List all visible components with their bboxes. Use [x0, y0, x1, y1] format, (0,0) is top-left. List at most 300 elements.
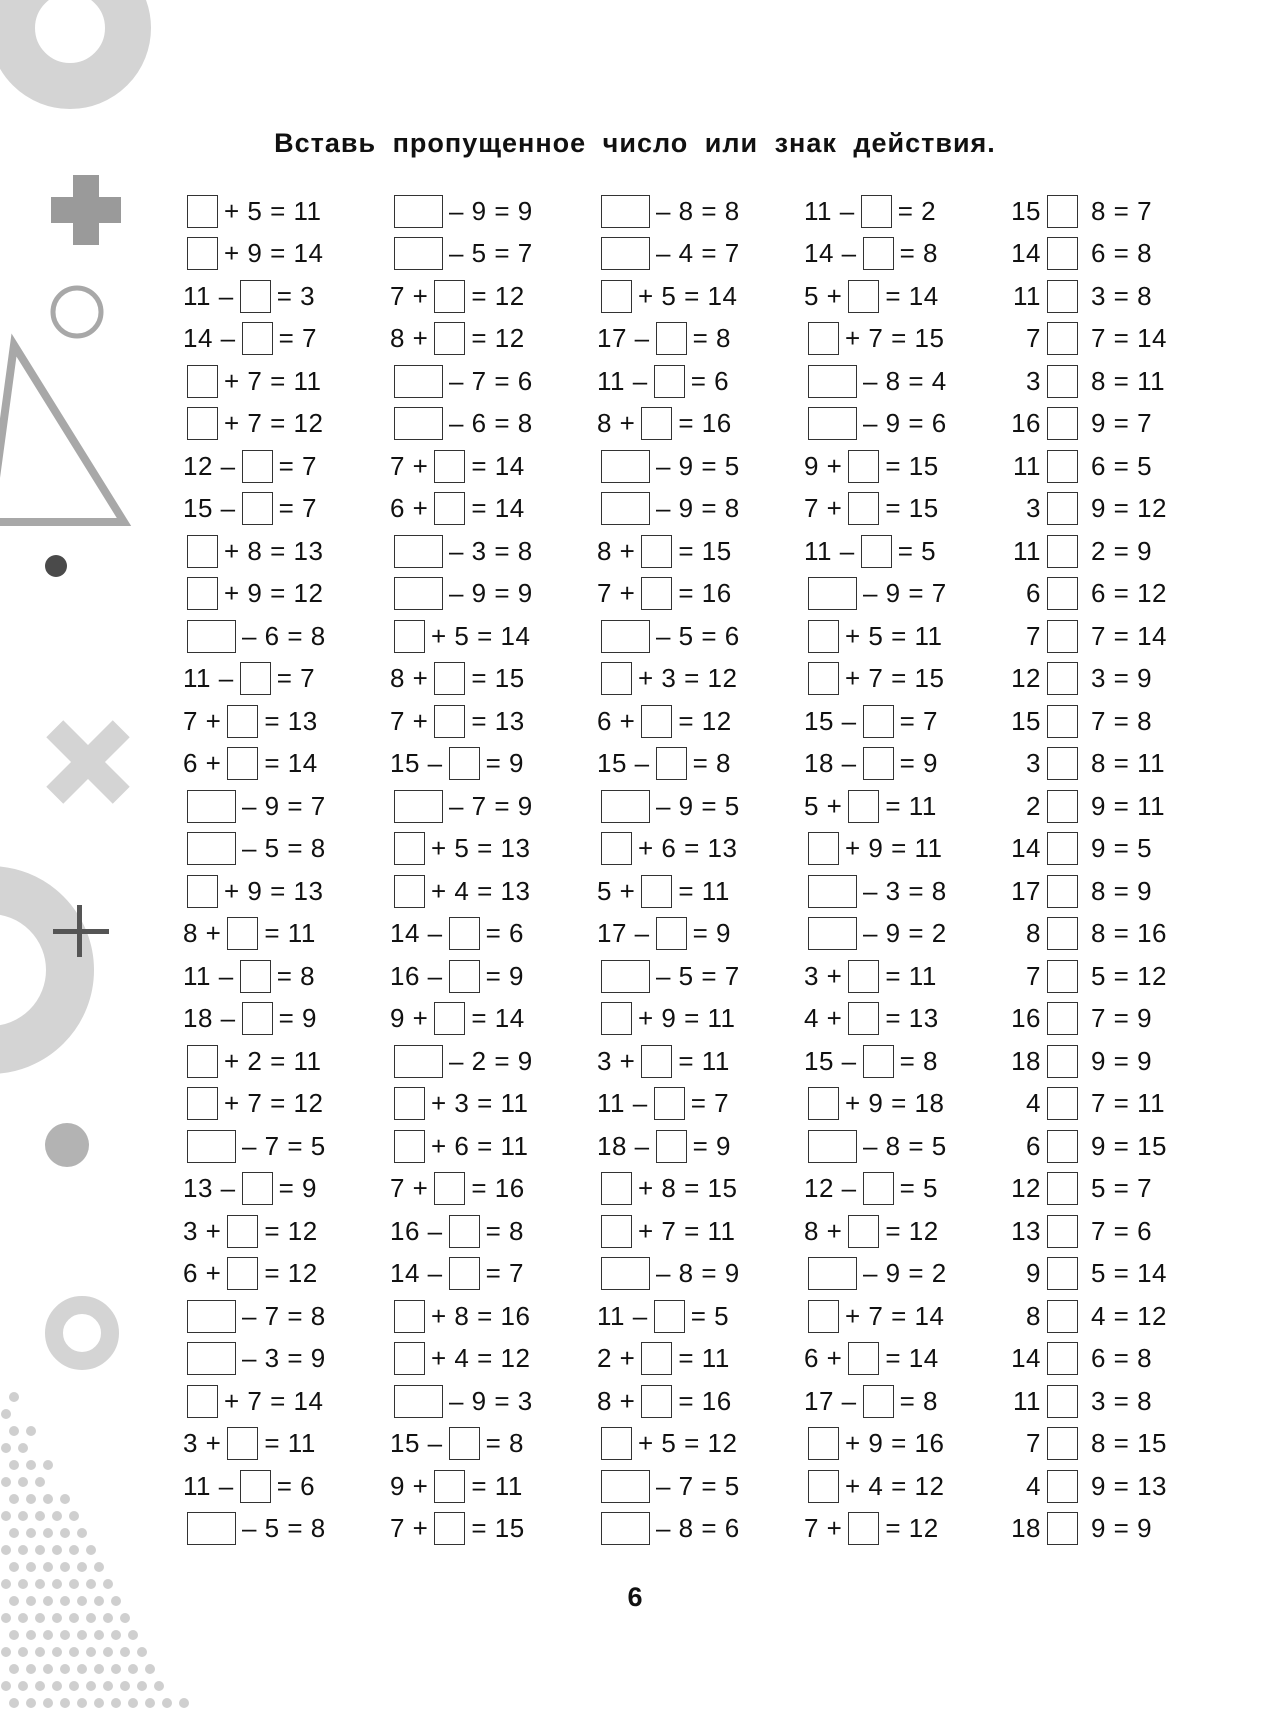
answer-box[interactable]: [601, 280, 632, 313]
answer-box[interactable]: [808, 620, 839, 653]
answer-box[interactable]: [808, 1427, 839, 1460]
answer-box[interactable]: [394, 1130, 425, 1163]
exercise-right-part: + 2 = 11: [224, 1045, 322, 1076]
answer-box[interactable]: [808, 322, 839, 355]
answer-box[interactable]: [1047, 535, 1078, 568]
answer-box[interactable]: [240, 280, 271, 313]
answer-box[interactable]: [1047, 1257, 1078, 1290]
answer-box[interactable]: [641, 705, 672, 738]
answer-box[interactable]: [601, 492, 650, 525]
exercise-left-number: 3: [1026, 748, 1041, 779]
answer-box[interactable]: [808, 1470, 839, 1503]
answer-box[interactable]: [1047, 365, 1078, 398]
answer-box[interactable]: [863, 1385, 894, 1418]
answer-box[interactable]: [848, 960, 879, 993]
answer-box[interactable]: [1047, 790, 1078, 823]
answer-box[interactable]: [848, 1342, 879, 1375]
exercise-item: [597, 1083, 804, 1126]
exercise-item: [183, 615, 390, 658]
answer-box[interactable]: [641, 535, 672, 568]
answer-box[interactable]: [449, 1257, 480, 1290]
exercise-item: [1011, 658, 1218, 701]
exercise-item: [1011, 1168, 1218, 1211]
exercise-right-part: + 7 = 12: [224, 1088, 324, 1119]
exercise-item: [1011, 445, 1218, 488]
pattern-dot: [120, 1681, 130, 1691]
pattern-dot: [69, 1511, 79, 1521]
answer-box[interactable]: [1047, 832, 1078, 865]
answer-box[interactable]: [242, 1172, 273, 1205]
exercise-item: [597, 998, 804, 1041]
exercise-left-number: 18: [1011, 1513, 1041, 1544]
x-shape: [46, 720, 129, 803]
answer-box[interactable]: [641, 577, 672, 610]
pattern-dot: [18, 1545, 28, 1555]
exercise-item: [804, 743, 1011, 786]
answer-box[interactable]: [601, 1257, 650, 1290]
exercise-right-part: = 7: [690, 1088, 730, 1119]
exercise-right-part: + 8 = 13: [224, 535, 324, 566]
exercise-right-part: = 12: [885, 1513, 939, 1544]
answer-box[interactable]: [227, 917, 258, 950]
pattern-dot: [86, 1681, 96, 1691]
pattern-dot: [43, 1698, 53, 1708]
answer-box[interactable]: [1047, 450, 1078, 483]
answer-box[interactable]: [1047, 1385, 1078, 1418]
answer-box[interactable]: [1047, 1215, 1078, 1248]
answer-box[interactable]: [1047, 322, 1078, 355]
exercise-right-part: + 7 = 15: [845, 663, 945, 694]
answer-box[interactable]: [227, 705, 258, 738]
answer-box[interactable]: [449, 747, 480, 780]
exercise-right-part: = 11: [678, 1045, 730, 1076]
answer-box[interactable]: [808, 1300, 839, 1333]
answer-box[interactable]: [434, 662, 465, 695]
answer-box[interactable]: [848, 790, 879, 823]
answer-box[interactable]: [240, 960, 271, 993]
pattern-dot: [35, 1477, 45, 1487]
answer-box[interactable]: [1047, 1045, 1078, 1078]
exercise-item: [390, 1380, 597, 1423]
exercise-left-part: 7 +: [390, 1513, 429, 1544]
exercise-right-part: = 9: [899, 748, 938, 779]
answer-box[interactable]: [394, 790, 443, 823]
answer-box[interactable]: [1047, 960, 1078, 993]
pattern-dot: [9, 1494, 19, 1504]
exercise-left-part: 5 +: [804, 790, 843, 821]
answer-box[interactable]: [449, 917, 480, 950]
exercise-item: [1011, 955, 1218, 998]
pattern-dot: [137, 1681, 147, 1691]
answer-box[interactable]: [394, 407, 443, 440]
exercise-item: [183, 318, 390, 361]
answer-box[interactable]: [227, 747, 258, 780]
exercise-right-part: = 14: [264, 748, 318, 779]
answer-box[interactable]: [187, 237, 218, 270]
answer-box[interactable]: [601, 662, 632, 695]
answer-box[interactable]: [394, 1342, 425, 1375]
answer-box[interactable]: [227, 1215, 258, 1248]
exercise-item: [1011, 1253, 1218, 1296]
exercise-right-part: 9 = 5: [1091, 833, 1153, 864]
exercise-right-part: 9 = 12: [1091, 493, 1168, 524]
answer-box[interactable]: [242, 1002, 273, 1035]
answer-box[interactable]: [861, 195, 892, 228]
exercise-right-part: 3 = 8: [1091, 1385, 1153, 1416]
exercise-item: [804, 1083, 1011, 1126]
answer-box[interactable]: [1047, 747, 1078, 780]
exercise-left-number: 7: [1026, 620, 1041, 651]
exercise-right-part: = 3: [276, 280, 316, 311]
exercise-item: [804, 615, 1011, 658]
pattern-dot: [94, 1562, 104, 1572]
answer-box[interactable]: [1047, 1342, 1078, 1375]
answer-box[interactable]: [808, 917, 857, 950]
exercise-left-number: 15: [1011, 195, 1041, 226]
exercise-item: [804, 1338, 1011, 1381]
answer-box[interactable]: [601, 1215, 632, 1248]
answer-box[interactable]: [187, 535, 218, 568]
exercise-left-part: 11 –: [183, 1470, 234, 1501]
answer-box[interactable]: [434, 1172, 465, 1205]
exercise-item: [1011, 913, 1218, 956]
answer-box[interactable]: [1047, 1470, 1078, 1503]
answer-box[interactable]: [227, 1257, 258, 1290]
answer-box[interactable]: [434, 450, 465, 483]
answer-box[interactable]: [641, 875, 672, 908]
exercise-right-part: – 9 = 6: [863, 408, 947, 439]
exercise-right-part: + 8 = 15: [638, 1173, 738, 1204]
exercise-left-part: 15 –: [183, 493, 236, 524]
exercise-item: [390, 870, 597, 913]
ring-shape-middle: [0, 890, 70, 1050]
exercise-item: [390, 1210, 597, 1253]
exercise-left-part: 11 –: [597, 1088, 648, 1119]
pattern-dot: [111, 1630, 121, 1640]
exercise-item: [804, 828, 1011, 871]
answer-box[interactable]: [449, 1215, 480, 1248]
pattern-dot: [26, 1460, 36, 1470]
pattern-dot: [154, 1681, 164, 1691]
answer-box[interactable]: [641, 1342, 672, 1375]
exercise-item: [183, 360, 390, 403]
answer-box[interactable]: [1047, 577, 1078, 610]
pattern-dot: [137, 1647, 147, 1657]
exercise-right-part: + 7 = 14: [224, 1385, 324, 1416]
exercise-item: [597, 1125, 804, 1168]
answer-box[interactable]: [187, 1045, 218, 1078]
answer-box[interactable]: [1047, 705, 1078, 738]
answer-box[interactable]: [187, 577, 218, 610]
exercise-left-part: 6 +: [804, 1343, 843, 1374]
answer-box[interactable]: [240, 662, 271, 695]
exercise-item: [1011, 615, 1218, 658]
answer-box[interactable]: [601, 832, 632, 865]
answer-box[interactable]: [808, 662, 839, 695]
dot-pattern: [1, 1392, 189, 1708]
answer-box[interactable]: [394, 1087, 425, 1120]
answer-box[interactable]: [656, 917, 687, 950]
answer-box[interactable]: [394, 365, 443, 398]
exercise-right-part: = 11: [885, 790, 937, 821]
exercise-left-number: 12: [1011, 663, 1041, 694]
exercise-right-part: + 6 = 11: [431, 1130, 529, 1161]
answer-box[interactable]: [601, 1512, 650, 1545]
answer-box[interactable]: [601, 960, 650, 993]
exercise-left-part: 2 +: [597, 1343, 636, 1374]
exercise-right-part: – 8 = 4: [863, 365, 947, 396]
exercise-left-part: 15 –: [804, 1045, 857, 1076]
exercise-left-number: 8: [1026, 918, 1041, 949]
answer-box[interactable]: [394, 1385, 443, 1418]
exercise-left-number: 15: [1011, 705, 1041, 736]
answer-box[interactable]: [848, 280, 879, 313]
triangle-shape: [0, 345, 124, 522]
exercise-left-part: 15 –: [804, 705, 857, 736]
exercise-right-part: + 9 = 14: [224, 238, 324, 269]
answer-box[interactable]: [808, 1257, 857, 1290]
exercise-item: [183, 1040, 390, 1083]
answer-box[interactable]: [641, 1385, 672, 1418]
answer-box[interactable]: [863, 237, 894, 270]
answer-box[interactable]: [187, 1512, 236, 1545]
exercise-item: [183, 233, 390, 276]
answer-box[interactable]: [434, 1002, 465, 1035]
answer-box[interactable]: [1047, 1087, 1078, 1120]
exercise-left-part: 6 +: [390, 493, 429, 524]
exercise-item: [183, 1253, 390, 1296]
answer-box[interactable]: [187, 790, 236, 823]
answer-box[interactable]: [242, 492, 273, 525]
answer-box[interactable]: [394, 577, 443, 610]
exercise-item: [1011, 403, 1218, 446]
answer-box[interactable]: [601, 450, 650, 483]
answer-box[interactable]: [394, 1045, 443, 1078]
exercise-right-part: = 8: [899, 1045, 938, 1076]
answer-box[interactable]: [242, 322, 273, 355]
answer-box[interactable]: [848, 1215, 879, 1248]
exercise-item: [804, 1040, 1011, 1083]
exercise-item: [183, 785, 390, 828]
exercise-right-part: = 6: [276, 1470, 316, 1501]
answer-box[interactable]: [434, 280, 465, 313]
answer-box[interactable]: [187, 832, 236, 865]
answer-box[interactable]: [240, 1470, 271, 1503]
exercise-item: [183, 530, 390, 573]
answer-box[interactable]: [1047, 620, 1078, 653]
answer-box[interactable]: [863, 1045, 894, 1078]
answer-box[interactable]: [808, 875, 857, 908]
pattern-dot: [60, 1630, 70, 1640]
answer-box[interactable]: [601, 1427, 632, 1460]
answer-box[interactable]: [394, 875, 425, 908]
exercise-right-part: = 13: [264, 705, 318, 736]
exercise-item: [183, 1465, 390, 1508]
answer-box[interactable]: [656, 1130, 687, 1163]
answer-box[interactable]: [1047, 1512, 1078, 1545]
exercise-item: [390, 1168, 597, 1211]
exercise-right-part: + 7 = 15: [845, 323, 945, 354]
answer-box[interactable]: [1047, 1002, 1078, 1035]
answer-box[interactable]: [1047, 280, 1078, 313]
exercise-item: [597, 785, 804, 828]
answer-box[interactable]: [656, 322, 687, 355]
exercise-item: [804, 1380, 1011, 1423]
answer-box[interactable]: [1047, 1300, 1078, 1333]
exercise-item: [390, 1423, 597, 1466]
exercise-right-part: 9 = 7: [1091, 408, 1153, 439]
pattern-dot: [1, 1681, 11, 1691]
answer-box[interactable]: [187, 1130, 236, 1163]
answer-box[interactable]: [394, 237, 443, 270]
answer-box[interactable]: [1047, 662, 1078, 695]
answer-box[interactable]: [1047, 1172, 1078, 1205]
answer-box[interactable]: [449, 1427, 480, 1460]
exercise-item: [183, 700, 390, 743]
exercise-item: [390, 955, 597, 998]
answer-box[interactable]: [848, 1512, 879, 1545]
answer-box[interactable]: [434, 322, 465, 355]
answer-box[interactable]: [449, 960, 480, 993]
exercise-right-part: = 7: [278, 450, 317, 481]
answer-box[interactable]: [808, 365, 857, 398]
answer-box[interactable]: [654, 1087, 685, 1120]
exercise-left-number: 7: [1026, 960, 1041, 991]
answer-box[interactable]: [1047, 917, 1078, 950]
answer-box[interactable]: [808, 577, 857, 610]
exercise-right-part: – 9 = 5: [656, 450, 740, 481]
answer-box[interactable]: [434, 492, 465, 525]
exercise-right-part: = 11: [678, 875, 730, 906]
exercise-right-part: – 9 = 5: [656, 790, 740, 821]
exercise-right-part: – 7 = 6: [449, 365, 533, 396]
answer-box[interactable]: [187, 620, 236, 653]
answer-box[interactable]: [654, 365, 685, 398]
answer-box[interactable]: [1047, 195, 1078, 228]
exercise-right-part: 8 = 16: [1091, 918, 1168, 949]
answer-box[interactable]: [394, 620, 425, 653]
pattern-dot: [52, 1613, 62, 1623]
exercise-left-part: 8 +: [804, 1215, 843, 1246]
exercise-left-number: 3: [1026, 493, 1041, 524]
answer-box[interactable]: [227, 1427, 258, 1460]
answer-box[interactable]: [848, 1002, 879, 1035]
exercise-left-number: 13: [1011, 1215, 1041, 1246]
answer-box[interactable]: [187, 365, 218, 398]
answer-box[interactable]: [187, 1087, 218, 1120]
pattern-dot: [9, 1426, 19, 1436]
answer-box[interactable]: [601, 790, 650, 823]
exercise-item: [183, 1295, 390, 1338]
answer-box[interactable]: [863, 705, 894, 738]
answer-box[interactable]: [808, 1087, 839, 1120]
answer-box[interactable]: [434, 705, 465, 738]
exercise-right-part: – 8 = 8: [656, 195, 740, 226]
answer-box[interactable]: [187, 1342, 236, 1375]
answer-box[interactable]: [641, 407, 672, 440]
exercise-item: [390, 785, 597, 828]
answer-box[interactable]: [601, 1002, 632, 1035]
answer-box[interactable]: [848, 450, 879, 483]
answer-box[interactable]: [863, 747, 894, 780]
exercise-right-part: = 9: [485, 960, 524, 991]
exercise-item: [597, 530, 804, 573]
pattern-dot: [52, 1511, 62, 1521]
answer-box[interactable]: [641, 1045, 672, 1078]
pattern-dot: [43, 1630, 53, 1640]
exercise-left-number: 14: [1011, 833, 1041, 864]
exercise-right-part: + 5 = 12: [638, 1428, 738, 1459]
answer-box[interactable]: [394, 832, 425, 865]
answer-box[interactable]: [654, 1300, 685, 1333]
answer-box[interactable]: [187, 195, 218, 228]
answer-box[interactable]: [601, 1470, 650, 1503]
answer-box[interactable]: [1047, 875, 1078, 908]
answer-box[interactable]: [808, 1130, 857, 1163]
exercise-item: [597, 403, 804, 446]
answer-box[interactable]: [848, 492, 879, 525]
pattern-dot: [77, 1698, 87, 1708]
pattern-dot: [103, 1681, 113, 1691]
exercise-item: [1011, 1423, 1218, 1466]
answer-box[interactable]: [187, 407, 218, 440]
answer-box[interactable]: [601, 237, 650, 270]
pattern-dot: [43, 1664, 53, 1674]
answer-box[interactable]: [187, 875, 218, 908]
exercise-left-part: 11 –: [183, 663, 234, 694]
answer-box[interactable]: [601, 620, 650, 653]
page-title: Вставь пропущенное число или знак действия.: [274, 128, 996, 158]
exercise-right-part: = 12: [885, 1215, 939, 1246]
answer-box[interactable]: [187, 1300, 236, 1333]
exercise-item: [390, 743, 597, 786]
pattern-dot: [128, 1664, 138, 1674]
exercise-right-part: + 5 = 11: [224, 195, 322, 226]
answer-box[interactable]: [601, 195, 650, 228]
answer-box[interactable]: [1047, 1427, 1078, 1460]
exercise-item: [597, 275, 804, 318]
answer-box[interactable]: [1047, 492, 1078, 525]
answer-box[interactable]: [1047, 237, 1078, 270]
answer-box[interactable]: [808, 407, 857, 440]
exercise-item: [390, 1125, 597, 1168]
exercise-right-part: + 4 = 12: [845, 1470, 945, 1501]
pattern-dot: [35, 1511, 45, 1521]
answer-box[interactable]: [434, 1470, 465, 1503]
answer-box[interactable]: [242, 450, 273, 483]
exercise-item: [390, 275, 597, 318]
answer-box[interactable]: [656, 747, 687, 780]
answer-box[interactable]: [1047, 407, 1078, 440]
answer-box[interactable]: [1047, 1130, 1078, 1163]
answer-box[interactable]: [863, 1172, 894, 1205]
answer-box[interactable]: [808, 832, 839, 865]
ring-shape-top: [12, 0, 128, 86]
answer-box[interactable]: [394, 1300, 425, 1333]
exercise-right-part: + 4 = 12: [431, 1343, 531, 1374]
exercise-right-part: = 9: [692, 1130, 731, 1161]
answer-box[interactable]: [861, 535, 892, 568]
answer-box[interactable]: [394, 535, 443, 568]
answer-box[interactable]: [187, 1385, 218, 1418]
answer-box[interactable]: [394, 195, 443, 228]
answer-box[interactable]: [434, 1512, 465, 1545]
exercise-right-part: + 7 = 11: [224, 365, 322, 396]
exercise-right-part: = 9: [485, 748, 524, 779]
exercise-item: [597, 870, 804, 913]
answer-box[interactable]: [601, 1172, 632, 1205]
exercise-left-number: 8: [1026, 1300, 1041, 1331]
